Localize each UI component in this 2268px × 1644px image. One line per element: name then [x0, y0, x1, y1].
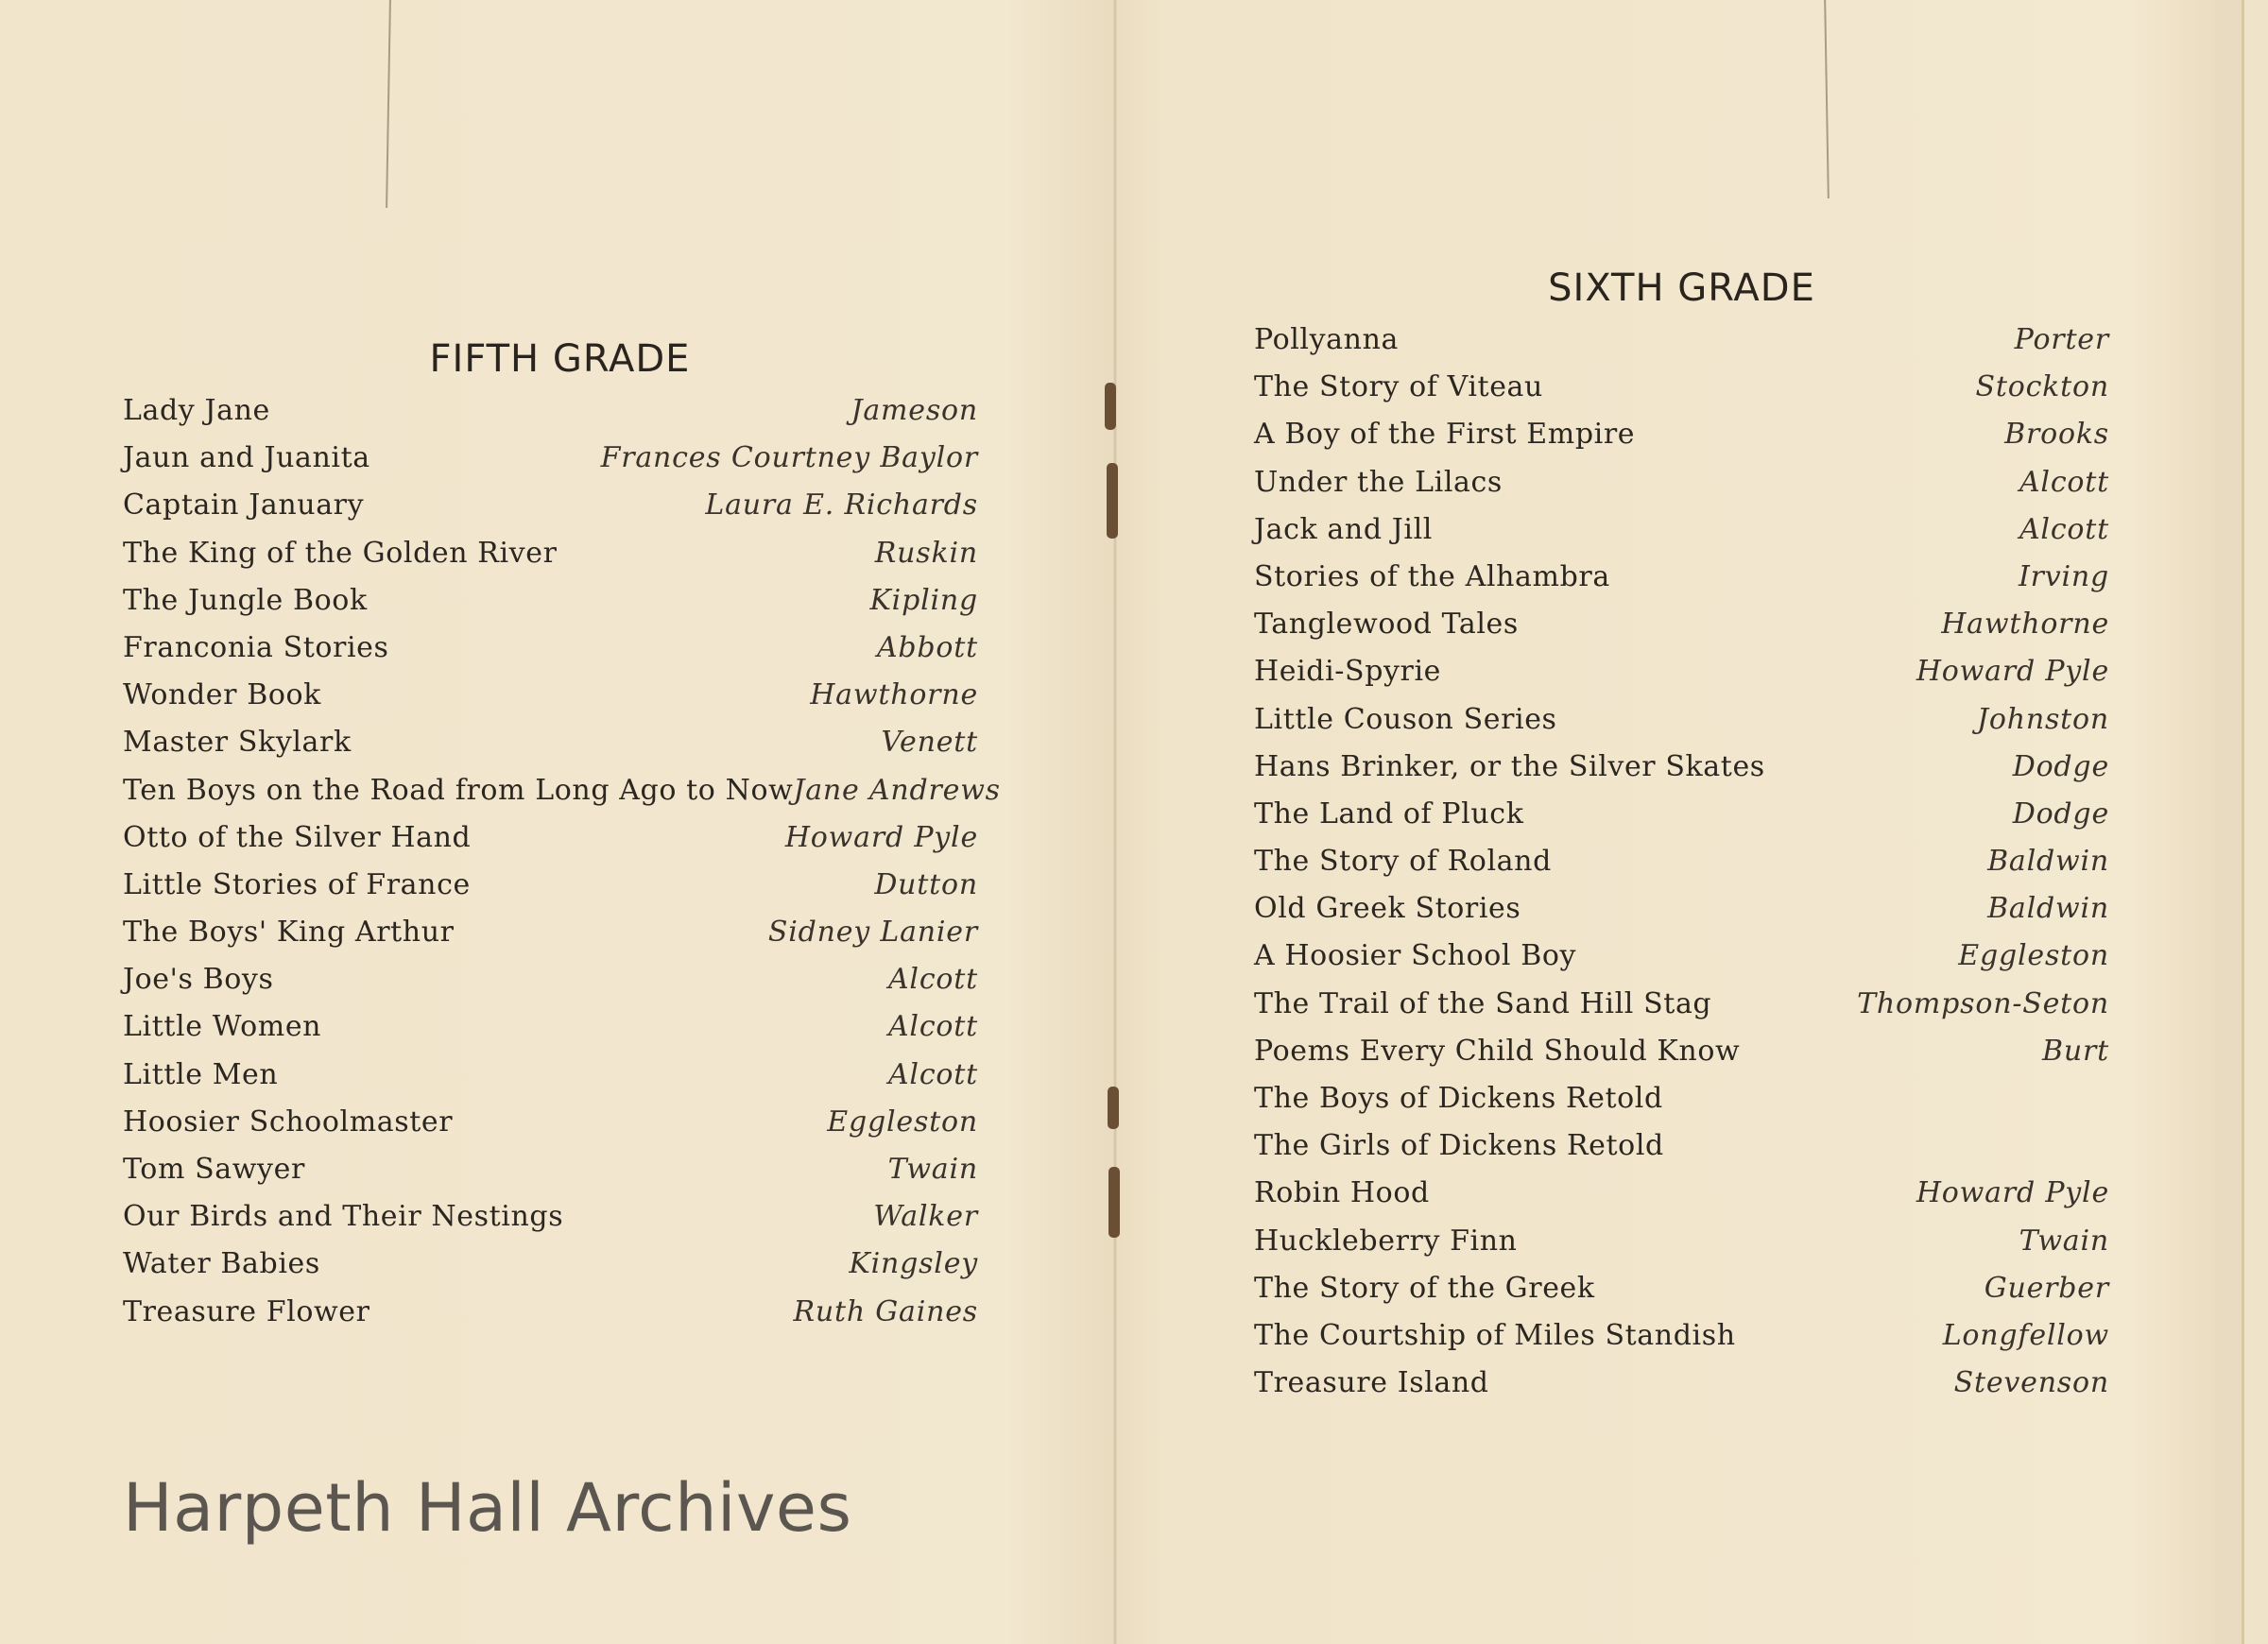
book-row — [1254, 554, 2109, 601]
book-row — [1254, 838, 2109, 885]
tear-mark-left — [386, 0, 391, 208]
book-row — [1254, 1075, 2109, 1122]
book-row — [123, 814, 978, 862]
book-author: Irving — [2018, 559, 2109, 593]
book-author: Dodge — [2012, 796, 2109, 831]
book-title: A Boy of the First Empire — [1254, 418, 1636, 452]
book-author: Dodge — [2012, 749, 2109, 783]
book-title: The Land of Pluck — [1254, 796, 1524, 831]
book-author: Baldwin — [1987, 892, 2109, 926]
book-row — [1254, 411, 2109, 458]
book-title: Hans Brinker, or the Silver Skates — [1254, 749, 1765, 783]
book-title: The King of the Golden River — [123, 536, 558, 570]
book-author: Hawthorne — [810, 678, 978, 712]
book-author: Laura E. Richards — [705, 488, 978, 522]
book-author: Eggleston — [827, 1105, 978, 1139]
book-title: The Trail of the Sand Hill Stag — [1254, 986, 1712, 1020]
book-author: Baldwin — [1987, 845, 2109, 879]
book-author: Howard Pyle — [1916, 655, 2109, 689]
book-title: Little Stories of France — [123, 867, 471, 901]
book-author: Alcott — [887, 1057, 978, 1091]
book-title: Robin Hood — [1254, 1176, 1430, 1210]
book-title: Lady Jane — [123, 394, 270, 427]
book-title: Under the Lilacs — [1254, 465, 1503, 499]
book-row — [1254, 1265, 2109, 1312]
book-row — [1254, 981, 2109, 1028]
book-title: The Story of the Greek — [1254, 1271, 1595, 1305]
book-author: Ruth Gaines — [793, 1294, 978, 1328]
book-row — [123, 1099, 978, 1146]
book-title: Old Greek Stories — [1254, 892, 1521, 926]
book-row — [123, 625, 978, 672]
book-row — [123, 387, 978, 435]
book-author: Burt — [2042, 1034, 2109, 1068]
book-author: Longfellow — [1942, 1318, 2109, 1352]
book-title: A Hoosier School Boy — [1254, 939, 1577, 973]
book-title: Poems Every Child Should Know — [1254, 1034, 1741, 1068]
book-author: Howard Pyle — [1916, 1176, 2109, 1210]
book-author: Alcott — [887, 963, 978, 997]
book-title: The Jungle Book — [123, 583, 368, 617]
book-author: Dutton — [874, 867, 978, 901]
book-author: Frances Courtney Baylor — [600, 441, 978, 475]
book-title: Huckleberry Finn — [1254, 1224, 1518, 1258]
book-title: Otto of the Silver Hand — [123, 820, 472, 854]
book-row — [123, 530, 978, 577]
book-author: Jameson — [850, 394, 978, 427]
book-author: Kipling — [869, 583, 978, 617]
book-title: Water Babies — [123, 1247, 320, 1281]
book-row — [1254, 459, 2109, 506]
book-title: The Courtship of Miles Standish — [1254, 1318, 1736, 1352]
book-author: Walker — [873, 1200, 978, 1234]
sixth-grade-book-list — [1254, 317, 2109, 1407]
staple-3 — [1108, 1087, 1119, 1129]
book-row — [1254, 1122, 2109, 1170]
book-title: Treasure Flower — [123, 1294, 370, 1328]
book-row — [1254, 885, 2109, 933]
book-author: Sidney Lanier — [767, 916, 978, 950]
book-title: Wonder Book — [123, 678, 321, 712]
book-title: Jack and Jill — [1254, 512, 1433, 546]
book-title: Ten Boys on the Road from Long Ago to Now — [123, 773, 794, 807]
sixth-grade-page — [1254, 260, 2109, 1407]
book-title: Captain January — [123, 488, 365, 522]
book-author: Jane Andrews — [793, 773, 1001, 807]
center-fold — [1113, 0, 1117, 1644]
book-row — [123, 1241, 978, 1288]
book-row — [1254, 364, 2109, 411]
book-row — [1254, 648, 2109, 695]
book-author: Johnston — [1977, 702, 2109, 736]
book-row — [123, 719, 978, 766]
book-row — [1254, 1312, 2109, 1360]
book-title: Master Skylark — [123, 726, 352, 760]
book-row — [1254, 317, 2109, 364]
book-row — [123, 577, 978, 625]
sixth-grade-heading: SIXTH GRADE — [1548, 266, 1815, 310]
book-row — [1254, 1170, 2109, 1217]
book-author: Hawthorne — [1941, 608, 2109, 642]
fifth-grade-heading: FIFTH GRADE — [429, 337, 691, 381]
book-author: Venett — [881, 726, 978, 760]
book-author: Abbott — [876, 630, 978, 664]
book-title: Little Men — [123, 1057, 279, 1091]
paper-edge — [2215, 0, 2242, 1644]
book-author: Alcott — [2019, 512, 2109, 546]
staple-2 — [1107, 463, 1118, 539]
book-title: The Boys of Dickens Retold — [1254, 1082, 1663, 1115]
book-row — [123, 1289, 978, 1336]
book-author: Ruskin — [874, 536, 978, 570]
book-title: Heidi-Spyrie — [1254, 655, 1442, 689]
book-author: Alcott — [2019, 465, 2109, 499]
archive-watermark: Harpeth Hall Archives — [123, 1469, 852, 1547]
book-title: The Story of Roland — [1254, 845, 1552, 879]
book-title: Our Birds and Their Nestings — [123, 1200, 564, 1234]
book-row — [123, 862, 978, 909]
book-author: Twain — [2019, 1224, 2109, 1258]
book-row — [123, 1193, 978, 1241]
book-author: Alcott — [887, 1010, 978, 1044]
book-title: The Boys' King Arthur — [123, 916, 455, 950]
book-title: Little Women — [123, 1010, 322, 1044]
staple-4 — [1108, 1167, 1120, 1238]
tear-mark-right — [1824, 0, 1830, 198]
staple-1 — [1105, 383, 1116, 430]
book-title: Franconia Stories — [123, 630, 389, 664]
book-author: Stevenson — [1953, 1366, 2109, 1400]
book-row — [123, 672, 978, 719]
book-row — [123, 1146, 978, 1193]
book-author: Porter — [2014, 323, 2109, 356]
book-row — [123, 482, 978, 529]
book-title: Hoosier Schoolmaster — [123, 1105, 454, 1139]
fifth-grade-page — [123, 331, 1001, 1336]
book-row — [1254, 744, 2109, 791]
book-row — [123, 909, 978, 956]
book-title: Little Couson Series — [1254, 702, 1557, 736]
book-title: The Girls of Dickens Retold — [1254, 1129, 1664, 1163]
book-title: Jaun and Juanita — [123, 441, 370, 475]
book-title: Pollyanna — [1254, 323, 1399, 356]
book-title: Joe's Boys — [123, 963, 274, 997]
book-row — [1254, 933, 2109, 980]
book-row — [123, 767, 1001, 814]
book-row — [123, 1003, 978, 1051]
book-author: Guerber — [1984, 1271, 2109, 1305]
book-row — [1254, 696, 2109, 744]
book-title: The Story of Viteau — [1254, 370, 1543, 404]
book-title: Treasure Island — [1254, 1366, 1489, 1400]
book-row — [1254, 1218, 2109, 1265]
book-author: Twain — [887, 1153, 978, 1186]
book-row — [123, 1052, 978, 1099]
book-author: Howard Pyle — [784, 820, 978, 854]
book-row — [1254, 1028, 2109, 1075]
book-row — [123, 435, 978, 482]
book-author: Brooks — [2004, 418, 2109, 452]
book-row — [123, 956, 978, 1003]
book-title: Stories of the Alhambra — [1254, 559, 1610, 593]
book-row — [1254, 506, 2109, 554]
book-author: Stockton — [1975, 370, 2109, 404]
fifth-grade-book-list — [123, 387, 1001, 1336]
book-title: Tanglewood Tales — [1254, 608, 1519, 642]
book-author: Kingsley — [849, 1247, 978, 1281]
book-author: Thompson-Seton — [1857, 986, 2109, 1020]
book-row — [1254, 1360, 2109, 1407]
book-title: Tom Sawyer — [123, 1153, 305, 1186]
book-row — [1254, 601, 2109, 648]
book-author: Eggleston — [1958, 939, 2109, 973]
book-row — [1254, 791, 2109, 838]
